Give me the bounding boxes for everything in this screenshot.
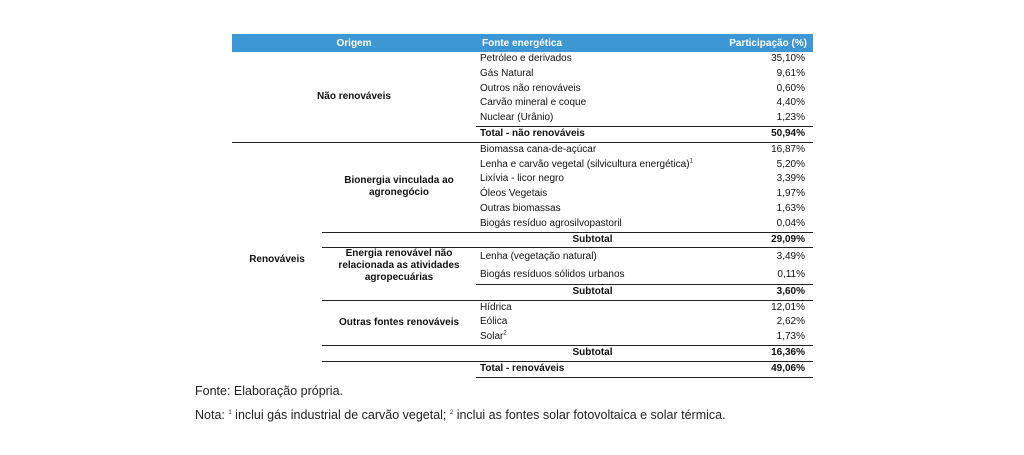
source-cell: Biogás resíduo agrosilvopastoril [480, 217, 622, 229]
table-row [232, 52, 813, 67]
header-fonte: Fonte energética [476, 34, 709, 52]
subtotal-spacer [322, 284, 476, 300]
source-cell: Hídrica [476, 300, 709, 315]
note-part-1: inclui gás industrial de carvão vegetal; [231, 408, 450, 422]
note-part-2: inclui as fontes solar fotovoltaica e solar térmica. [453, 408, 726, 422]
subtotal-spacer [322, 346, 476, 362]
footnote-text [195, 408, 726, 422]
source-cell: Eólica [480, 316, 508, 328]
value-cell: 2,62% [776, 316, 806, 328]
source-text: Lenha e carvão vegetal (silvicultura energética) [480, 158, 690, 170]
header-origem: Origem [232, 34, 476, 52]
source-cell: Óleos Vegetais [480, 188, 548, 200]
source-cell [476, 330, 709, 345]
value-cell: 0,04% [776, 217, 806, 229]
table-row [232, 142, 813, 157]
source-cell: Outros não renováveis [480, 82, 581, 94]
value-cell: 4,40% [776, 97, 806, 109]
source-cell [476, 158, 709, 173]
subtotal-label: Subtotal [476, 346, 709, 362]
origin-renovaveis: Renováveis [232, 142, 322, 377]
source-cell: Biogás resíduos sólidos urbanos [480, 268, 625, 280]
value-cell: 1,63% [776, 202, 806, 214]
group-nao-agro: Energia renovável não relacionada as atividades agropecuárias [322, 248, 476, 285]
value-cell: 9,61% [776, 67, 806, 79]
note-sup-2: 2 [449, 409, 454, 416]
source-cell: Lenha (vegetação natural) [476, 248, 709, 266]
value-cell: 1,73% [776, 331, 806, 343]
note-sup-1: 1 [228, 409, 232, 416]
total-label: Total - renováveis [476, 361, 709, 377]
subtotal-spacer [322, 232, 476, 248]
total-label: Total - não renováveis [476, 126, 709, 142]
source-cell: Nuclear (Urânio) [480, 112, 554, 124]
header-participacao: Participação (%) [709, 34, 813, 52]
source-cell: Carvão mineral e coque [480, 97, 587, 109]
footnote-marker: 1 [689, 158, 693, 165]
origin-nao-renovaveis: Não renováveis [317, 90, 391, 102]
total-spacer [322, 361, 476, 377]
value-cell: 5,20% [776, 158, 806, 170]
energy-matrix-table [232, 34, 813, 378]
subtotal-label: Subtotal [476, 284, 709, 300]
value-cell: 35,10% [771, 53, 806, 64]
subtotal-value: 29,09% [709, 232, 813, 248]
group-bioenergia: Bionergia vinculada ao agronegócio [322, 142, 476, 232]
source-cell: Petróleo e derivados [480, 53, 572, 64]
value-cell: 0,60% [776, 82, 806, 94]
total-value: 49,06% [709, 361, 813, 377]
subtotal-value: 16,36% [709, 346, 813, 362]
source-cell: Outras biomassas [480, 202, 561, 214]
total-value: 50,94% [709, 126, 813, 142]
value-cell: 12,01% [709, 300, 813, 315]
footnote-marker: 2 [503, 330, 507, 337]
value-cell: 0,11% [777, 268, 806, 280]
source-cell: Gás Natural [480, 67, 534, 79]
source-text: Solar [480, 331, 504, 343]
value-cell: 3,49% [709, 248, 813, 266]
subtotal-label: Subtotal [476, 232, 709, 248]
source-cell: Biomassa cana-de-açúcar [476, 142, 709, 157]
value-cell: 1,23% [776, 112, 806, 124]
value-cell: 1,97% [776, 188, 806, 200]
subtotal-value: 3,60% [709, 284, 813, 300]
value-cell: 3,39% [776, 173, 806, 185]
energy-matrix-table-container [232, 34, 813, 378]
note-prefix: Nota: [195, 408, 229, 422]
table-header-row [232, 34, 813, 52]
value-cell: 16,87% [709, 142, 813, 157]
group-outras: Outras fontes renováveis [322, 300, 476, 345]
source-cell: Lixívia - licor negro [480, 173, 564, 185]
source-note: Fonte: Elaboração própria. [195, 384, 344, 398]
